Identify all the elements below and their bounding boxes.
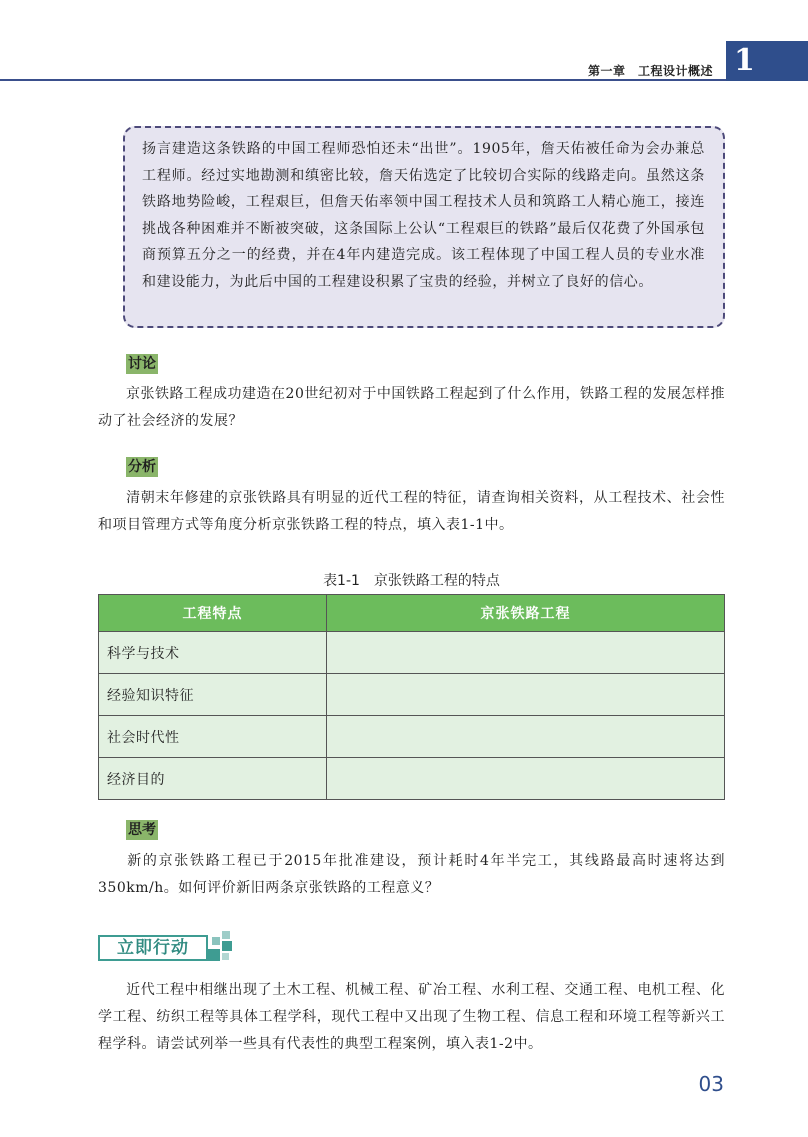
discussion-tag: 讨论 xyxy=(128,356,156,372)
thinking-tag: 思考 xyxy=(128,822,156,838)
discussion-paragraph xyxy=(98,381,725,435)
answer-cell xyxy=(327,674,725,716)
decor-square xyxy=(208,949,220,961)
table-row xyxy=(99,674,725,716)
header-jingzhang: 京张铁路工程 xyxy=(327,595,725,632)
decor-square xyxy=(212,937,220,945)
thinking-text: 新的京张铁路工程已于2015年批准建设，预计耗时4年半完工，其线路最高时速将达到350km/h。如何评价新旧两条京张铁路的工程意义？ xyxy=(98,853,725,896)
answer-cell xyxy=(327,716,725,758)
table-caption: 表1-1 京张铁路工程的特点 xyxy=(323,573,500,589)
quote-box xyxy=(123,126,725,328)
action-paragraph xyxy=(98,977,725,1058)
table-row xyxy=(99,716,725,758)
quote-text: 扬言建造这条铁路的中国工程师恐怕还未“出世”。1905年，詹天佑被任命为会办兼总工程师。经过实地勘测和缜密比较，詹天佑选定了比较切合实际的线路走向。虽然这条铁路地势险峻，工程艰巨，但詹天佑率领中国工程技术人员和筑路工人精心施工，接连挑战各种困难并不断被突破，这条国际上公认“工程艰巨的铁路”最后仅花费了外国承包商预算五分之一的经费，并在4年内建造完成。该工程体现了中国工程人员的专业水准和建设能力，为此后中国的工程建设积累了宝贵的经验，并树立了良好的信心。 xyxy=(142,141,705,290)
discussion-text: 京张铁路工程成功建造在20世纪初对于中国铁路工程起到了什么作用，铁路工程的发展怎样推动了社会经济的发展？ xyxy=(98,386,725,429)
header-feature: 工程特点 xyxy=(99,595,327,632)
table-row xyxy=(99,758,725,800)
header-rule xyxy=(0,79,726,81)
answer-cell xyxy=(327,632,725,674)
table-header-row xyxy=(99,595,725,632)
feature-cell: 科学与技术 xyxy=(99,632,327,674)
answer-cell xyxy=(327,758,725,800)
running-title: 第一章 工程设计概述 xyxy=(587,64,713,78)
analysis-text: 清朝末年修建的京张铁路具有明显的近代工程的特征，请查询相关资料，从工程技术、社会性和项目管理方式等角度分析京张铁路工程的特点，填入表1-1中。 xyxy=(98,490,725,533)
feature-cell: 社会时代性 xyxy=(99,716,327,758)
action-text: 近代工程中相继出现了土木工程、机械工程、矿冶工程、水利工程、交通工程、电机工程、化学工程、纺织工程等具体工程学科，现代工程中又出现了生物工程、信息工程和环境工程等新兴工程学科。请尝试列举一些具有代表性的典型工程案例，填入表1-2中。 xyxy=(98,982,725,1052)
decor-square xyxy=(222,941,232,951)
table-row xyxy=(99,632,725,674)
action-banner xyxy=(98,931,238,965)
thinking-paragraph xyxy=(98,848,725,902)
action-label: 立即行动 xyxy=(98,935,208,961)
feature-cell: 经验知识特征 xyxy=(99,674,327,716)
decor-square xyxy=(222,953,229,960)
feature-cell: 经济目的 xyxy=(99,758,327,800)
analysis-tag: 分析 xyxy=(128,459,156,475)
page-number: 03 xyxy=(698,1072,724,1096)
analysis-paragraph xyxy=(98,485,725,539)
decor-square xyxy=(222,931,230,939)
chapter-number-badge: 1 xyxy=(726,41,808,81)
features-table xyxy=(98,594,725,800)
